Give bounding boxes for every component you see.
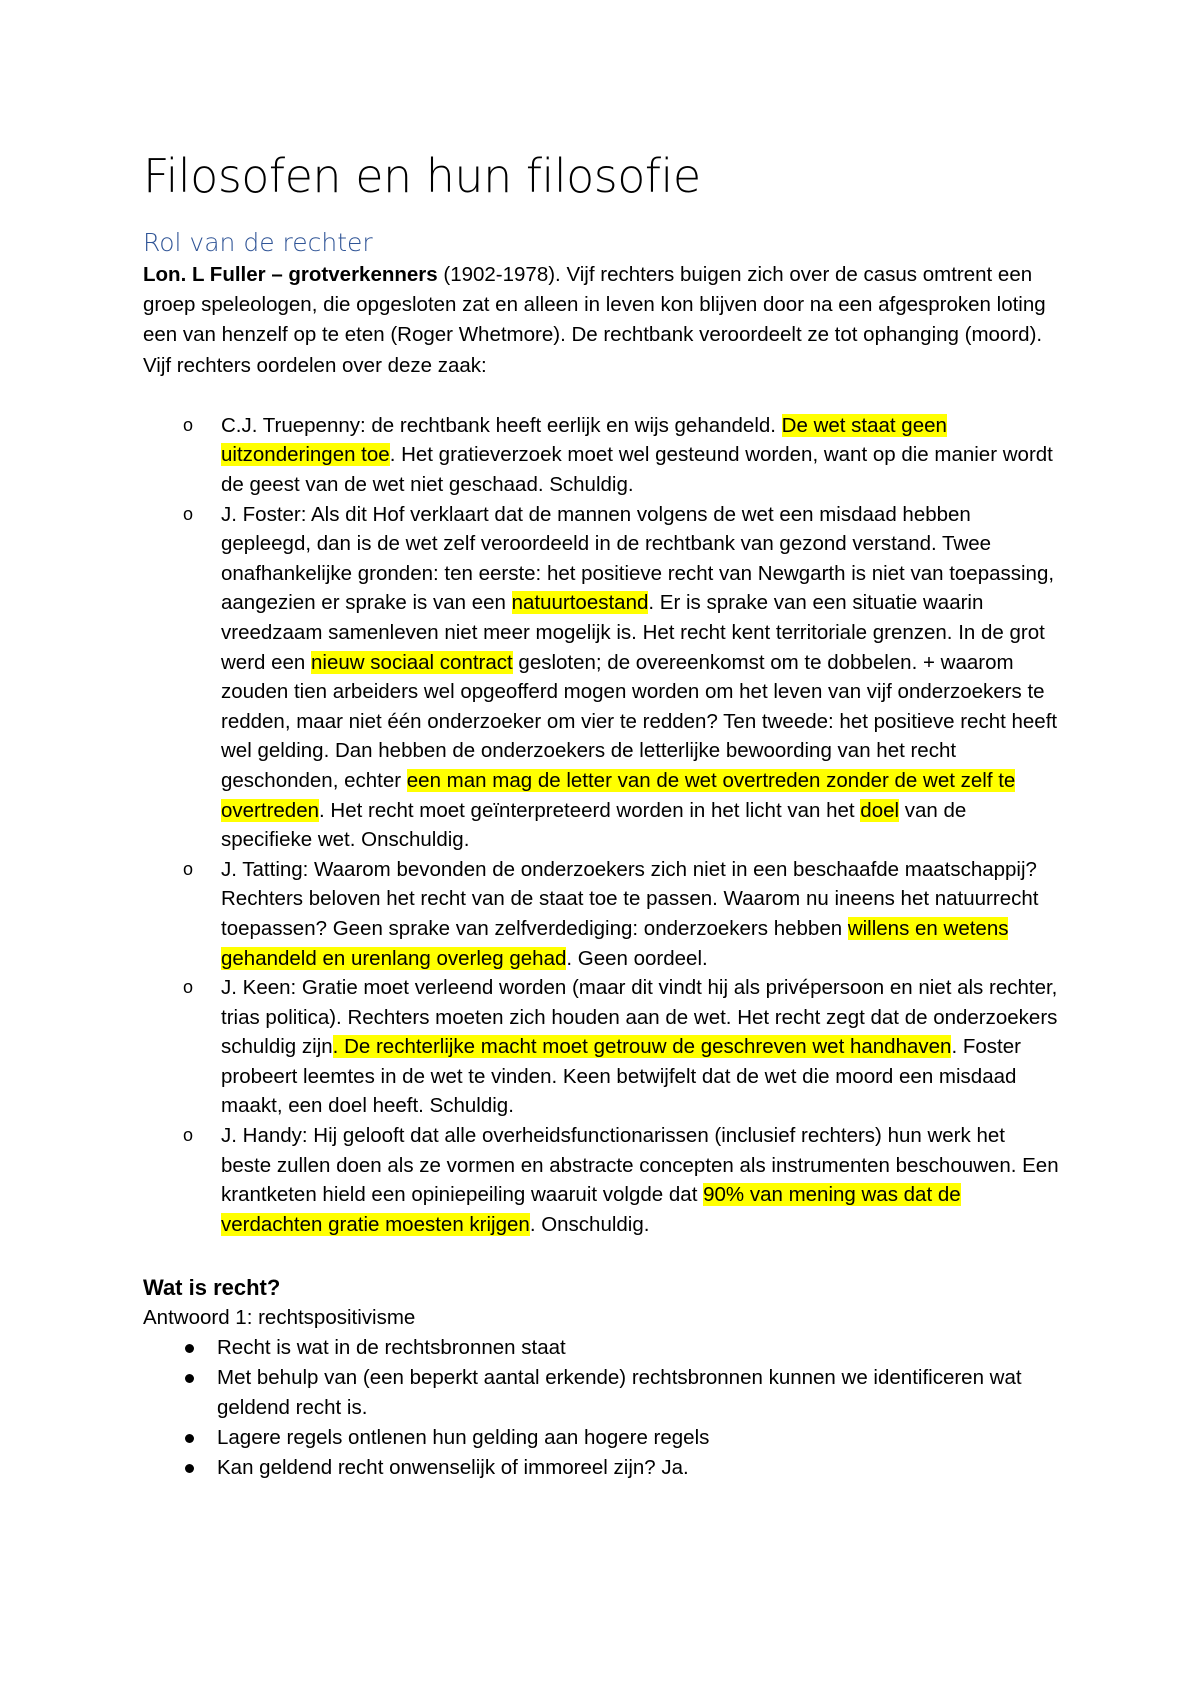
highlighted-text: doel [860,798,900,822]
list-item-text: J. Keen: Gratie moet verleend worden (maar dit vindt hij als privépersoon en niet als rechter, trias politica). Rechters moeten zich houden aan de wet. Het recht zegt dat de onderzoekers schuldig zijn [221,976,1058,1059]
list-item-text: C.J. Truepenny: de rechtbank heeft eerlijk en wijs gehandeld. [221,413,782,437]
bullet-dot-icon [185,1374,194,1383]
bullet-text: Recht is wat in de rechtsbronnen staat [217,1336,566,1360]
section2-subheading: Antwoord 1: rechtspositivisme [143,1306,416,1330]
highlighted-text: De wet staat geen uitzonderingen toe [221,413,947,467]
list-item-text: J. Handy: Hij gelooft dat alle overheidsfunctionarissen (inclusief rechters) hun werk het beste zullen doen als ze vormen en abstracte concepten als instrumenten beschouwen. Een krantketen hield een opiniepeiling waaruit volgde dat [221,1124,1059,1207]
highlighted-text: . De rechterlijke macht moet getrouw de geschreven wet handhaven [332,1035,952,1059]
bullet-list-item [143,1333,1060,1363]
circle-bullet-icon: o [183,414,194,435]
list-item-text: . Geen oordeel. [566,946,708,970]
list-item-text: . Het recht moet geïnterpreteerd worden in het licht van het [319,798,861,822]
list-item-text: van de specifieke wet. Onschuldig. [221,798,967,852]
judge-list-item [143,411,1060,500]
bullet-dot-icon [185,1344,194,1353]
bullet-text: Kan geldend recht onwenselijk of immoreel zijn? Ja. [217,1456,689,1480]
list-item-text: . Het gratieverzoek moet wel gesteund worden, want op die manier wordt de geest van de wet niet geschaad. Schuldig. [221,443,1053,496]
judge-list-item [143,1121,1060,1239]
bullet-list-item [143,1453,1060,1483]
list-item-text: . Foster probeert leemtes in de wet te vinden. Keen betwijfelt dat de wet die moord een misdaad maakt, een doel heeft. Schuldig. [221,1035,1021,1118]
circle-bullet-icon: o [183,977,194,998]
bullet-text: Lagere regels ontlenen hun gelding aan hogere regels [217,1426,710,1450]
list-item-text: . Onschuldig. [529,1212,650,1236]
section-heading: Rol van de rechter [143,228,373,257]
circle-bullet-icon: o [183,858,194,879]
intro-text: (1902-1978). Vijf rechters buigen zich over de casus omtrent een groep speleologen, die opgesloten zat en alleen in leven kon blijven door na een afgesproken loting een van henzelf op te eten (Roger Whetmore). De rechtbank veroordeelt ze tot ophanging (moord). Vijf rechters oordelen over deze zaak: [143,263,1046,377]
bullet-list-item [143,1423,1060,1453]
list-item-text: gesloten; de overeenkomst om te dobbelen. + waarom zouden tien arbeiders wel opgeofferd mogen worden om het leven van vijf onderzoekers te redden, maar niet één onderzoeker om vier te redden? Ten tweede: het positieve recht heeft wel gelding. Dan hebben de onderzoekers de letterlijke bewoording van het recht geschonden, echter [221,650,1058,792]
bullet-list-item [143,1363,1060,1423]
intro-author: Lon. L Fuller – grotverkenners [143,263,438,286]
bullet-dot-icon [185,1434,194,1443]
highlighted-text: 90% van mening was dat de verdachten gratie moesten krijgen [221,1183,961,1236]
list-item-text: J. Tatting: Waarom bevonden de onderzoekers zich niet in een beschaafde maatschappij? Rechters beloven het recht van de staat toe te passen. Waarom nu ineens het natuurrecht toepassen? Geen sprake van zelfverdediging: onderzoekers hebben [221,857,1039,940]
judge-list-item [143,855,1060,973]
list-item-text: J. Foster: Als dit Hof verklaart dat de mannen volgens de wet een misdaad hebben gepleegd, dan is de wet zelf veroordeeld in de rechtbank van gezond verstand. Twee onafhankelijke gronden: ten eerste: het positieve recht van Newgarth is niet van toepassing, aangezien er sprake is van een [221,502,1055,615]
highlighted-text: willens en wetens gehandeld en urenlang overleg gehad [221,916,1009,970]
highlighted-text: natuurtoestand [511,591,649,615]
bullet-text: Met behulp van (een beperkt aantal erkende) rechtsbronnen kunnen we identificeren wat geldend recht is. [217,1366,1022,1420]
highlighted-text: een man mag de letter van de wet overtreden zonder de wet zelf te overtreden [221,768,1016,822]
bullet-list [143,1333,1060,1483]
highlighted-text: nieuw sociaal contract [311,650,513,674]
intro-paragraph [143,260,1060,381]
judges-list [143,411,1060,1240]
circle-bullet-icon: o [183,1125,194,1146]
circle-bullet-icon: o [183,503,194,524]
section2-heading: Wat is recht? [143,1275,281,1301]
judge-list-item [143,973,1060,1121]
bullet-dot-icon [185,1464,194,1473]
document-title: Filosofen en hun filosofie [143,149,701,203]
list-item-text: . Er is sprake van een situatie waarin vreedzaam samenleven niet meer mogelijk is. Het recht kent territoriale grenzen. In de grot werd een [221,591,1045,674]
judge-list-item [143,500,1060,855]
